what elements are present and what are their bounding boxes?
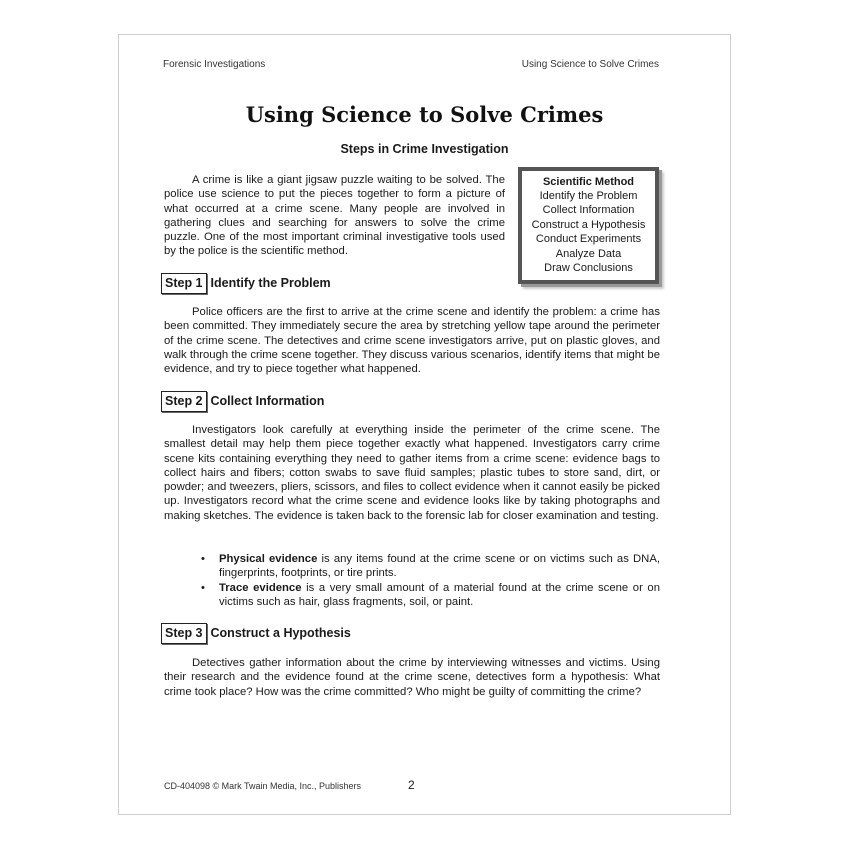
scientific-method-title: Scientific Method [542, 176, 635, 188]
scientific-method-item: Collect Information [542, 204, 635, 217]
step-3-title: Construct a Hypothesis [210, 626, 351, 640]
step-2-title: Collect Information [210, 394, 325, 408]
bullet-term: Trace evidence [219, 581, 302, 594]
bullet-text: is a very small amount of a material found at the crime scene or on victims such as hair, glass fragments, soil, or paint. [219, 581, 660, 608]
step-3-heading [161, 622, 351, 644]
list-item [199, 552, 660, 581]
footer-copyright: CD-404098 © Mark Twain Media, Inc., Publishers [164, 781, 362, 791]
step-2-heading [161, 390, 324, 412]
page-number: 2 [408, 778, 415, 792]
header-left: Forensic Investigations [163, 59, 266, 70]
step-1-badge: Step 1 [161, 273, 207, 294]
list-item [199, 581, 660, 610]
worksheet-page [118, 34, 731, 815]
scientific-method-item: Construct a Hypothesis [531, 218, 646, 231]
bullet-term: Physical evidence [219, 553, 318, 565]
scientific-method-item: Draw Conclusions [544, 262, 633, 275]
scientific-method-item: Identify the Problem [539, 190, 638, 202]
bullet-text: is any items found at the crime scene or on victims such as DNA, fingerprints, footprints, or tire prints. [219, 553, 660, 580]
step-1-title: Identify the Problem [210, 276, 331, 290]
scientific-method-item: Conduct Experiments [535, 233, 642, 246]
scientific-method-item: Analyze Data [555, 247, 622, 260]
step-1-heading [161, 272, 331, 294]
header-right: Using Science to Solve Crimes [521, 59, 659, 70]
intro-paragraph: A crime is like a giant jigsaw puzzle waiting to be solved. The police use science to put the pieces together to form a picture of what occurred at a crime scene. Many people are involved in gathering clues and searching for answers to solve the crime puzzle. One of the most important criminal investigative tools used by the police is the scientific method. [164, 174, 505, 258]
scientific-method-box [518, 167, 659, 284]
step-3-paragraph: Detectives gather information about the crime by interviewing witnesses and victims. Using their research and the evidence found at the crime scene, detectives form a hypothesis: What crime took place? How was the crime committed? Who might be guilty of committing the crime? [164, 657, 660, 698]
step-2-paragraph: Investigators look carefully at everything inside the perimeter of the crime scene. The smallest detail may help them piece together exactly what happened. Investigators carry crime scene kits containing everything they need to gather items from a crime scene: evidence bags to collect hairs and fibers; cotton swabs to save fluid samples; plastic tubes to store sand, dirt, or powder; and tweezers, pliers, scissors, and files to collect evidence when it cannot easily be picked up. Investigators record what the crime scene and evidence looks like by taking photographs and making sketches. The evidence is taken back to the forensic lab for closer examination and testing. [164, 424, 660, 522]
page-subtitle: Steps in Crime Investigation [340, 142, 509, 156]
step-2-badge: Step 2 [161, 391, 207, 412]
step-3-badge: Step 3 [161, 623, 207, 644]
step-1-paragraph: Police officers are the first to arrive at the crime scene and identify the problem: a crime has been committed. They immediately secure the area by stretching yellow tape around the perimeter of the crime scene. The detectives and crime scene investigators arrive, put on plastic gloves, and walk through the crime scene together. They discuss various scenarios, identify items that might be evidence, and try to piece together what happened. [164, 306, 660, 376]
evidence-list [199, 552, 660, 609]
page-title: Using Science to Solve Crimes [245, 102, 604, 127]
